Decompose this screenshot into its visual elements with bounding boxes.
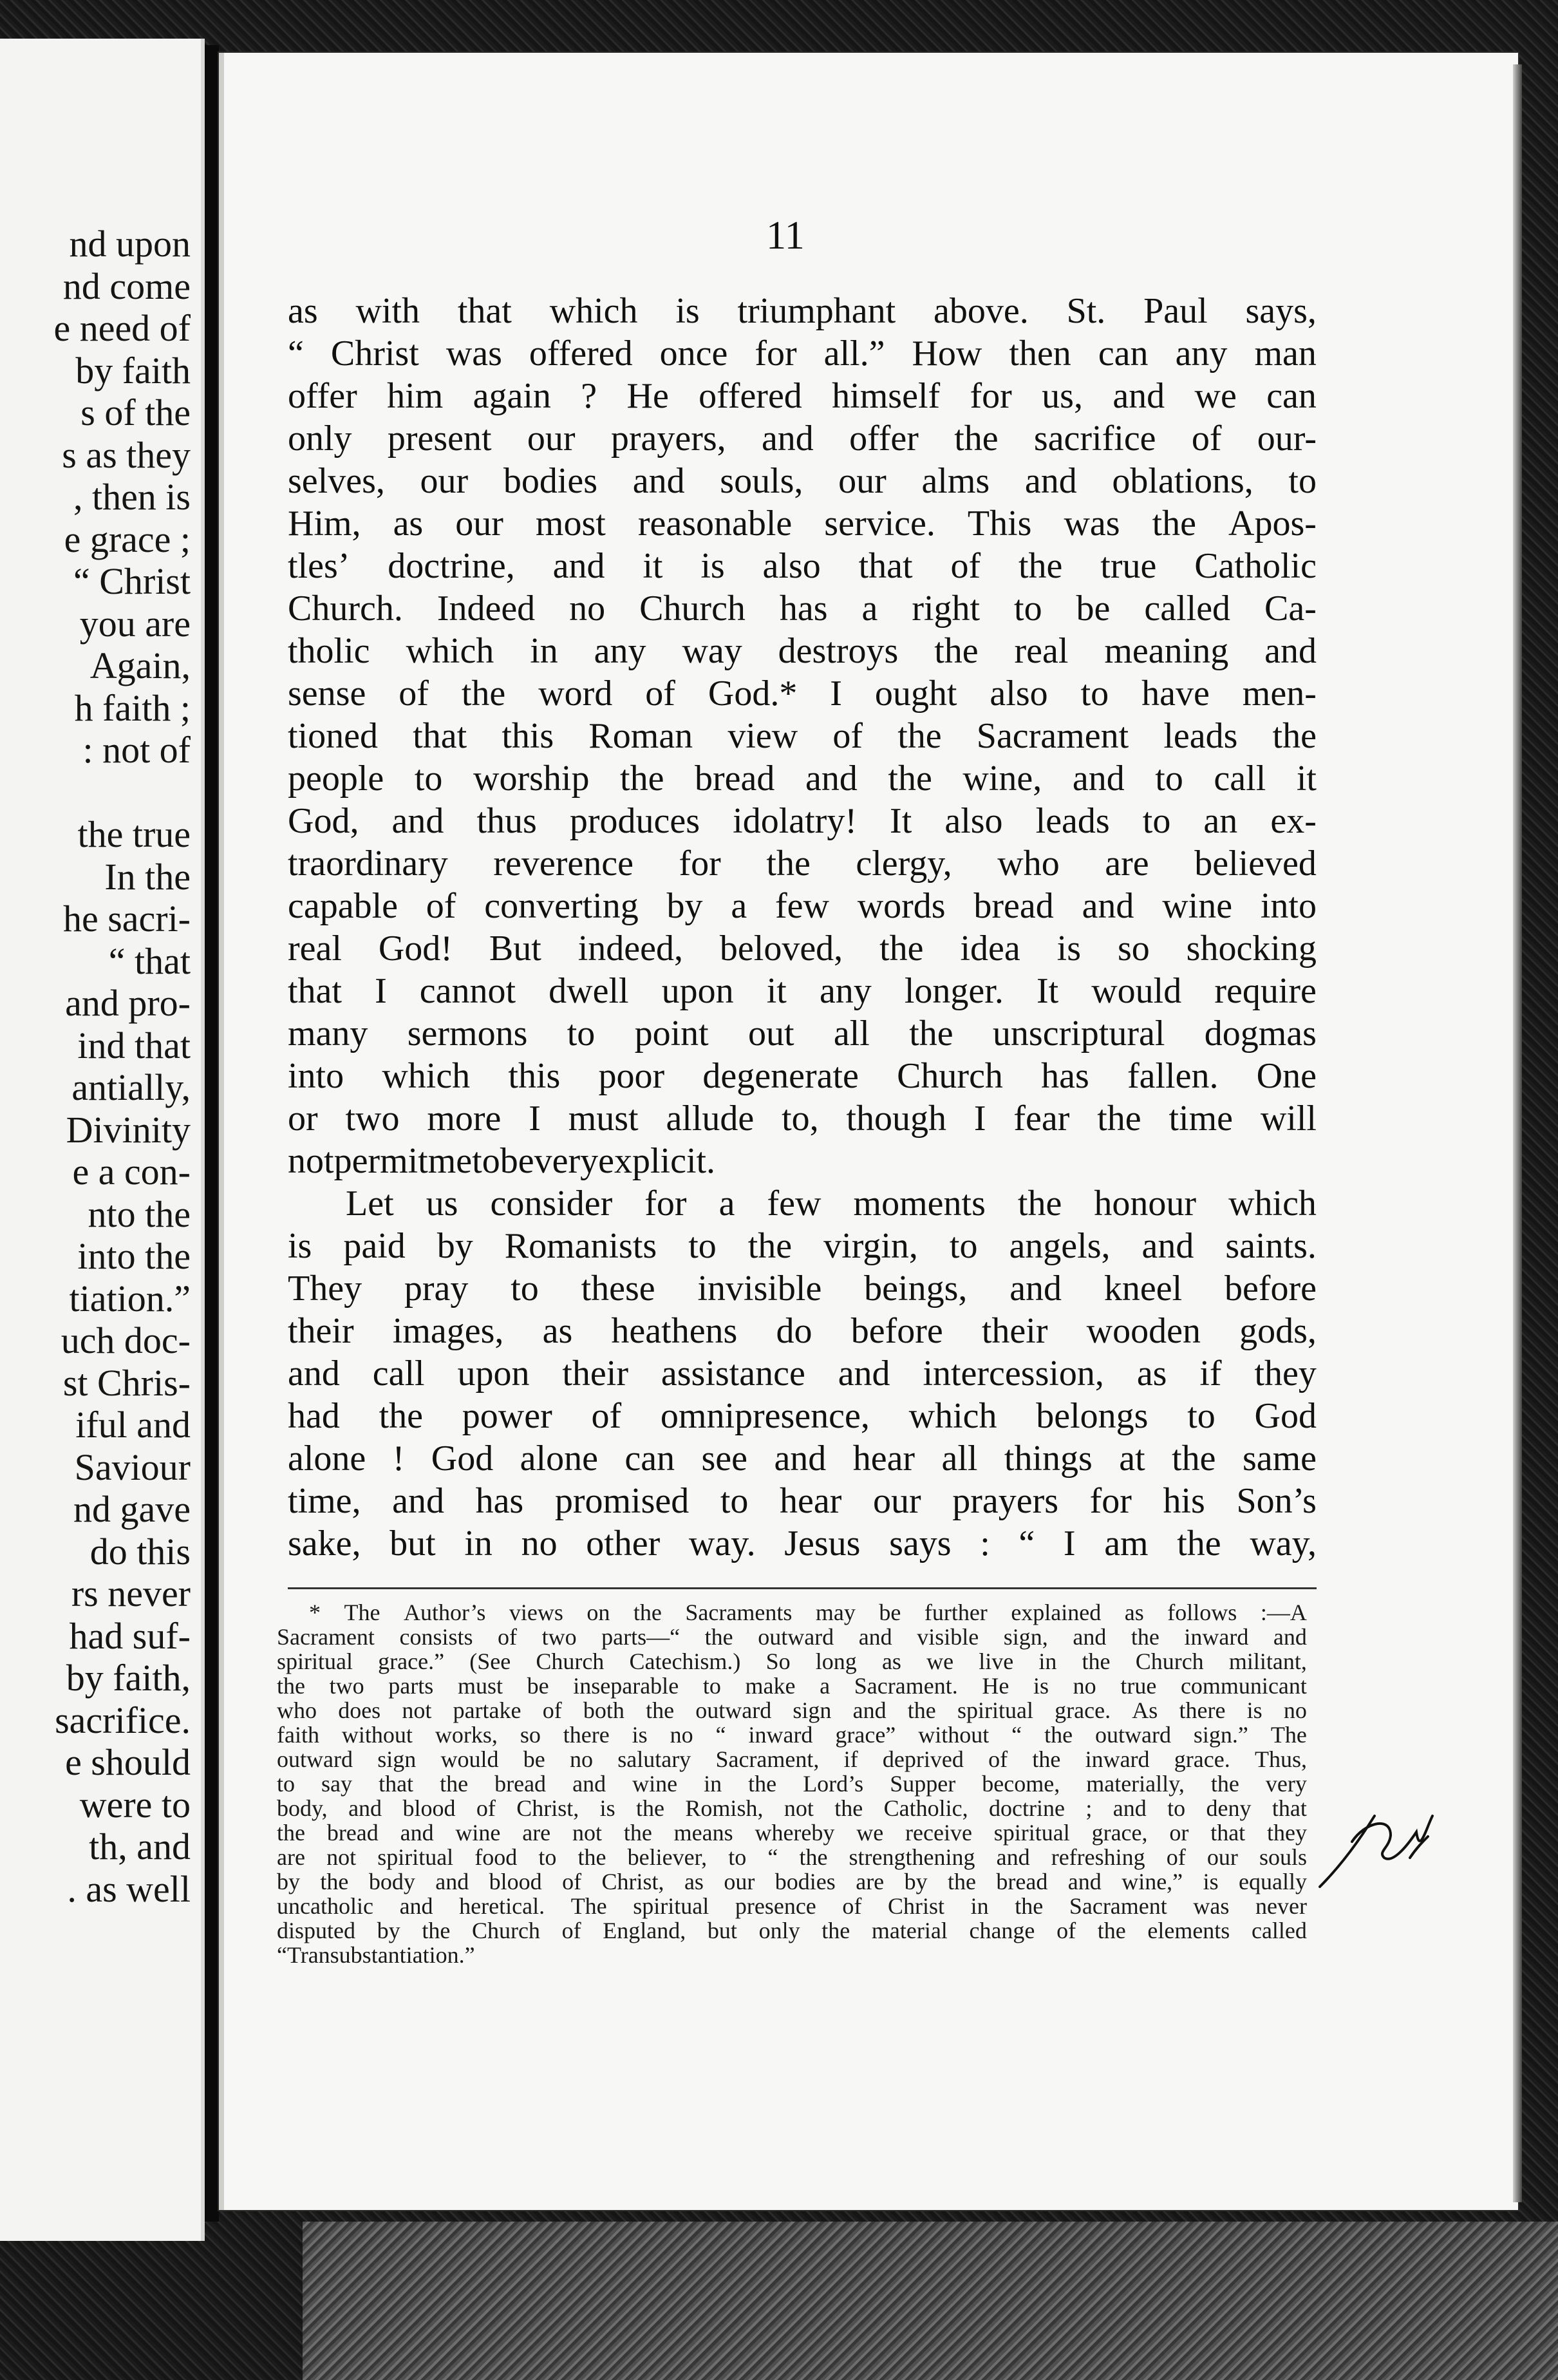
- left-page-line: ind that: [77, 1024, 191, 1066]
- body-line: alone ! God alone can see and hear all things at the same: [288, 1439, 1317, 1478]
- body-line: tholic which in any way destroys the real meaning and: [288, 631, 1317, 671]
- left-page-line: had suf-: [69, 1614, 191, 1657]
- footnote: [277, 1600, 1307, 1967]
- body-line: capable of converting by a few words bread and wine into: [288, 886, 1317, 926]
- footnote-line: uncatholic and heretical. The spiritual presence of Christ in the Sacrament was never: [277, 1893, 1307, 1919]
- body-line: many sermons to point out all the unscriptural dogmas: [288, 1014, 1317, 1053]
- left-page-line: e grace ;: [64, 518, 191, 560]
- left-page-line: by faith,: [66, 1657, 191, 1699]
- left-page-line: , then is: [73, 476, 191, 518]
- body-line: is paid by Romanists to the virgin, to angels, and saints.: [288, 1226, 1317, 1266]
- left-page-line: “ Christ: [73, 560, 191, 602]
- left-page-line: s of the: [80, 392, 191, 433]
- left-page-line: do this: [89, 1530, 191, 1572]
- left-page-line: into the: [77, 1235, 191, 1277]
- left-page-line: uch doc-: [61, 1319, 191, 1361]
- body-line: “ Christ was offered once for all.” How then can any man: [288, 334, 1317, 373]
- left-page-line: “ that: [108, 940, 191, 982]
- left-page-line: : not of: [82, 729, 191, 771]
- body-line: not permit me to be very explicit.: [288, 1141, 716, 1181]
- page-number: 11: [766, 214, 805, 258]
- footnote-line: by the body and blood of Christ, as our bodies are by the bread and wine,” is equally: [277, 1869, 1307, 1894]
- body-line: that I cannot dwell upon it any longer. It would require: [288, 971, 1317, 1011]
- left-page-line: and pro-: [65, 982, 191, 1024]
- footnote-line: Sacrament consists of two parts—“ the outward and visible sign, and the inward and: [277, 1624, 1307, 1650]
- scanner-bed-texture: [303, 2222, 1558, 2380]
- left-page-line: rs never: [71, 1572, 191, 1614]
- footnote-line: the two parts must be inseparable to make a Sacrament. He is no true communicant: [277, 1673, 1307, 1699]
- left-page-line: iful and: [75, 1404, 191, 1446]
- body-line: only present our prayers, and offer the sacrifice of our-: [288, 419, 1317, 458]
- body-line: They pray to these invisible beings, and kneel before: [288, 1269, 1317, 1308]
- left-page-line: nd upon: [69, 223, 191, 265]
- footnote-line: * The Author’s views on the Sacraments may be further explained as follows :—A: [309, 1600, 1307, 1625]
- footnote-line: who does not partake of both the outward sign and the spiritual grace. As there is no: [277, 1697, 1307, 1723]
- body-text: [288, 290, 1317, 1565]
- body-line: Church. Indeed no Church has a right to be called Ca-: [288, 589, 1317, 628]
- body-line: or two more I must allude to, though I fear the time will: [288, 1099, 1317, 1138]
- footnote-line: faith without works, so there is no “ inward grace” without “ the outward sign.” The: [277, 1722, 1307, 1748]
- body-line: selves, our bodies and souls, our alms and oblations, to: [288, 461, 1317, 501]
- body-line: as with that which is triumphant above. St. Paul says,: [288, 291, 1317, 331]
- left-page-line: by faith: [75, 349, 191, 392]
- footnote-line: spiritual grace.” (See Church Catechism.) So long as we live in the Church militant,: [277, 1648, 1307, 1674]
- left-page-line: tiation.”: [69, 1277, 191, 1319]
- footnote-line: the bread and wine are not the means whereby we receive spiritual grace, or that they: [277, 1820, 1307, 1846]
- body-line: people to worship the bread and the wine, and to call it: [288, 759, 1317, 798]
- page-edge-shadow: [1513, 64, 1522, 2202]
- footnote-line: body, and blood of Christ, is the Romish, not the Catholic, doctrine ; and to deny that: [277, 1795, 1307, 1821]
- body-line: offer him again ? He offered himself for us, and we can: [288, 376, 1317, 416]
- footnote-rule: [288, 1587, 1317, 1589]
- body-line: sake, but in no other way. Jesus says : “ I am the way,: [288, 1524, 1317, 1563]
- body-line: into which this poor degenerate Church has fallen. One: [288, 1056, 1317, 1096]
- left-page-line: Saviour: [74, 1446, 191, 1488]
- left-page-line: th, and: [89, 1826, 191, 1867]
- footnote-line: outward sign would be no salutary Sacrament, if deprived of the inward grace. Thus,: [277, 1746, 1307, 1772]
- body-line: and call upon their assistance and intercession, as if they: [288, 1354, 1317, 1393]
- body-line: time, and has promised to hear our prayers for his Son’s: [288, 1481, 1317, 1521]
- left-page-line: Again,: [89, 645, 191, 686]
- left-page-line: were to: [79, 1783, 191, 1826]
- left-page-line: nto the: [88, 1193, 191, 1235]
- body-line: sense of the word of God.* I ought also to have men-: [288, 674, 1317, 713]
- left-page-line: you are: [79, 602, 191, 645]
- body-line: traordinary reverence for the clergy, who are believed: [288, 844, 1317, 883]
- body-line: had the power of omnipresence, which belongs to God: [288, 1396, 1317, 1436]
- left-page-line: e should: [65, 1741, 191, 1783]
- body-line: tioned that this Roman view of the Sacrament leads the: [288, 716, 1317, 756]
- body-line: their images, as heathens do before their wooden gods,: [288, 1311, 1317, 1351]
- body-line: God, and thus produces idolatry! It also leads to an ex-: [288, 801, 1317, 841]
- left-page-line: sacrifice.: [55, 1699, 191, 1741]
- body-line: tles’ doctrine, and it is also that of the true Catholic: [288, 546, 1317, 586]
- left-page-line: nd come: [62, 265, 191, 307]
- footnote-line: are not spiritual food to the believer, to “ the strengthening and refreshing of our souls: [277, 1844, 1307, 1870]
- body-line: Him, as our most reasonable service. This was the Apos-: [288, 504, 1317, 543]
- left-page-line: e a con-: [72, 1151, 191, 1193]
- handwritten-margin-note: [1313, 1797, 1436, 1893]
- left-page-line: h faith ;: [74, 686, 191, 729]
- left-page-line: antially,: [71, 1066, 191, 1108]
- left-page-line: st Chris-: [62, 1361, 191, 1404]
- body-line: real God! But indeed, beloved, the idea is so shocking: [288, 929, 1317, 968]
- left-page-line: . as well: [67, 1867, 191, 1910]
- left-page-line: e need of: [53, 307, 191, 349]
- left-page-line: In the: [104, 855, 191, 898]
- left-page-line: s as they: [62, 433, 191, 476]
- footnote-line: “ Transubstantiation.”: [277, 1942, 475, 1968]
- footnote-line: to say that the bread and wine in the Lord’s Supper become, materially, the very: [277, 1771, 1307, 1797]
- book-gutter: [205, 45, 219, 2222]
- left-page-line: he sacri-: [62, 898, 191, 940]
- body-line: Let us consider for a few moments the honour which: [346, 1184, 1317, 1223]
- left-page-line: nd gave: [73, 1488, 191, 1530]
- previous-page-fragment: [0, 39, 205, 2241]
- left-page-line: Divinity: [66, 1108, 191, 1151]
- footnote-line: disputed by the Church of England, but only the material change of the elements called: [277, 1918, 1307, 1943]
- left-page-line: the true: [77, 813, 191, 855]
